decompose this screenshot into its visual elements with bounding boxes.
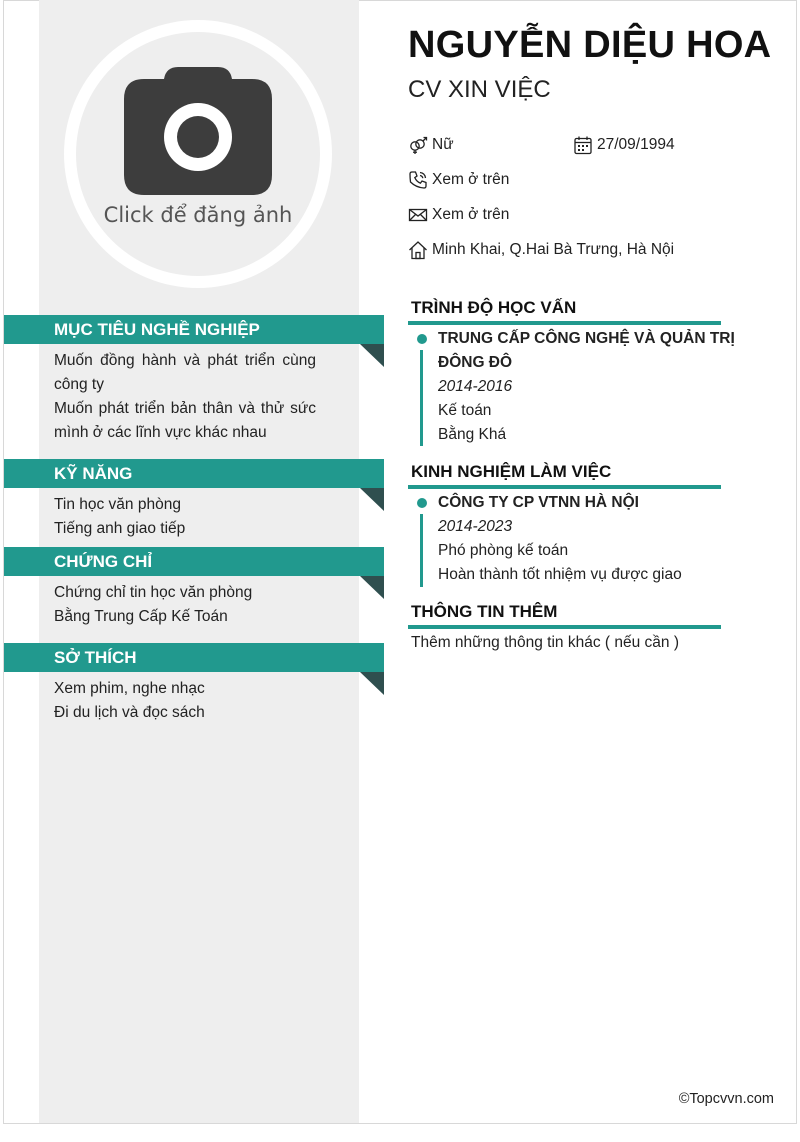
email-info [408, 205, 509, 225]
phone-icon [408, 170, 428, 190]
hobbies-header [4, 643, 384, 672]
cv-title: CV XIN VIỆC [408, 76, 551, 103]
skill-item: Tin học văn phòng [54, 496, 181, 513]
education-heading: TRÌNH ĐỘ HỌC VẤN [411, 298, 577, 317]
hobbies-heading: SỞ THÍCH [54, 648, 137, 667]
skill-item: Tiếng anh giao tiếp [54, 520, 186, 537]
company-name: CÔNG TY CP VTNN HÀ NỘI [438, 494, 639, 511]
timeline-dot [417, 498, 427, 508]
ribbon-fold [360, 488, 384, 511]
birthday-info [573, 135, 675, 155]
hobbies-list [54, 677, 316, 725]
skills-header [4, 459, 384, 488]
ribbon-fold [360, 672, 384, 695]
photo-upload-caption[interactable]: Click để đăng ảnh [103, 203, 293, 227]
birthday-value: 27/09/1994 [597, 136, 675, 153]
experience-position: Phó phòng kế toán [438, 542, 569, 559]
address-value: Minh Khai, Q.Hai Bà Trưng, Hà Nội [432, 241, 675, 258]
experience-underline [408, 485, 721, 489]
camera-icon[interactable] [124, 67, 272, 195]
timeline-dot [417, 334, 427, 344]
education-underline [408, 321, 721, 325]
certificates-header [4, 547, 384, 576]
objective-header [4, 315, 384, 344]
additional-text: Thêm những thông tin khác ( nếu cần ) [411, 634, 680, 651]
phone-info [408, 170, 509, 190]
ribbon-fold [360, 576, 384, 599]
objective-line: Muốn phát triển bản thân và thử sức mình ở các lĩnh vực khác nhau [54, 400, 316, 441]
gender-value: Nữ [432, 136, 454, 153]
experience-heading: KINH NGHIỆM LÀM VIỆC [411, 462, 612, 481]
certificates-list [54, 581, 316, 629]
gender-info [408, 135, 454, 155]
ribbon-fold [360, 344, 384, 367]
education-major: Kế toán [438, 402, 492, 419]
calendar-icon [573, 135, 593, 155]
certificate-item: Bằng Trung Cấp Kế Toán [54, 608, 228, 625]
hobby-item: Đi du lịch và đọc sách [54, 704, 205, 721]
certificates-heading: CHỨNG CHỈ [54, 552, 153, 571]
experience-description: Hoàn thành tốt nhiệm vụ được giao [438, 566, 682, 583]
email-value: Xem ở trên [432, 206, 510, 223]
education-period: 2014-2016 [438, 378, 513, 395]
candidate-name: NGUYỄN DIỆU HOA [408, 24, 772, 66]
objective-text [54, 349, 316, 445]
experience-entry [438, 491, 783, 587]
timeline-line [420, 350, 423, 446]
objective-line: Muốn đồng hành và phát triển cùng công ty [54, 352, 316, 393]
skills-list [54, 493, 316, 541]
phone-value: Xem ở trên [432, 171, 510, 188]
certificate-item: Chứng chỉ tin học văn phòng [54, 584, 253, 601]
mail-icon [408, 205, 428, 225]
school-name: TRUNG CẤP CÔNG NGHỆ VÀ QUẢN TRỊ ĐÔNG ĐÔ [438, 330, 735, 371]
skills-heading: KỸ NĂNG [54, 464, 133, 483]
education-degree: Bằng Khá [438, 426, 507, 443]
footer-copyright: ©Topcvvn.com [678, 1091, 774, 1107]
additional-heading: THÔNG TIN THÊM [411, 602, 558, 621]
additional-underline [408, 625, 721, 629]
objective-heading: MỤC TIÊU NGHỀ NGHIỆP [54, 320, 260, 339]
gender-icon [408, 135, 428, 155]
address-info [408, 240, 674, 260]
experience-period: 2014-2023 [438, 518, 513, 535]
hobby-item: Xem phim, nghe nhạc [54, 680, 205, 697]
education-entry [438, 327, 783, 447]
home-icon [408, 240, 428, 260]
timeline-line [420, 514, 423, 587]
